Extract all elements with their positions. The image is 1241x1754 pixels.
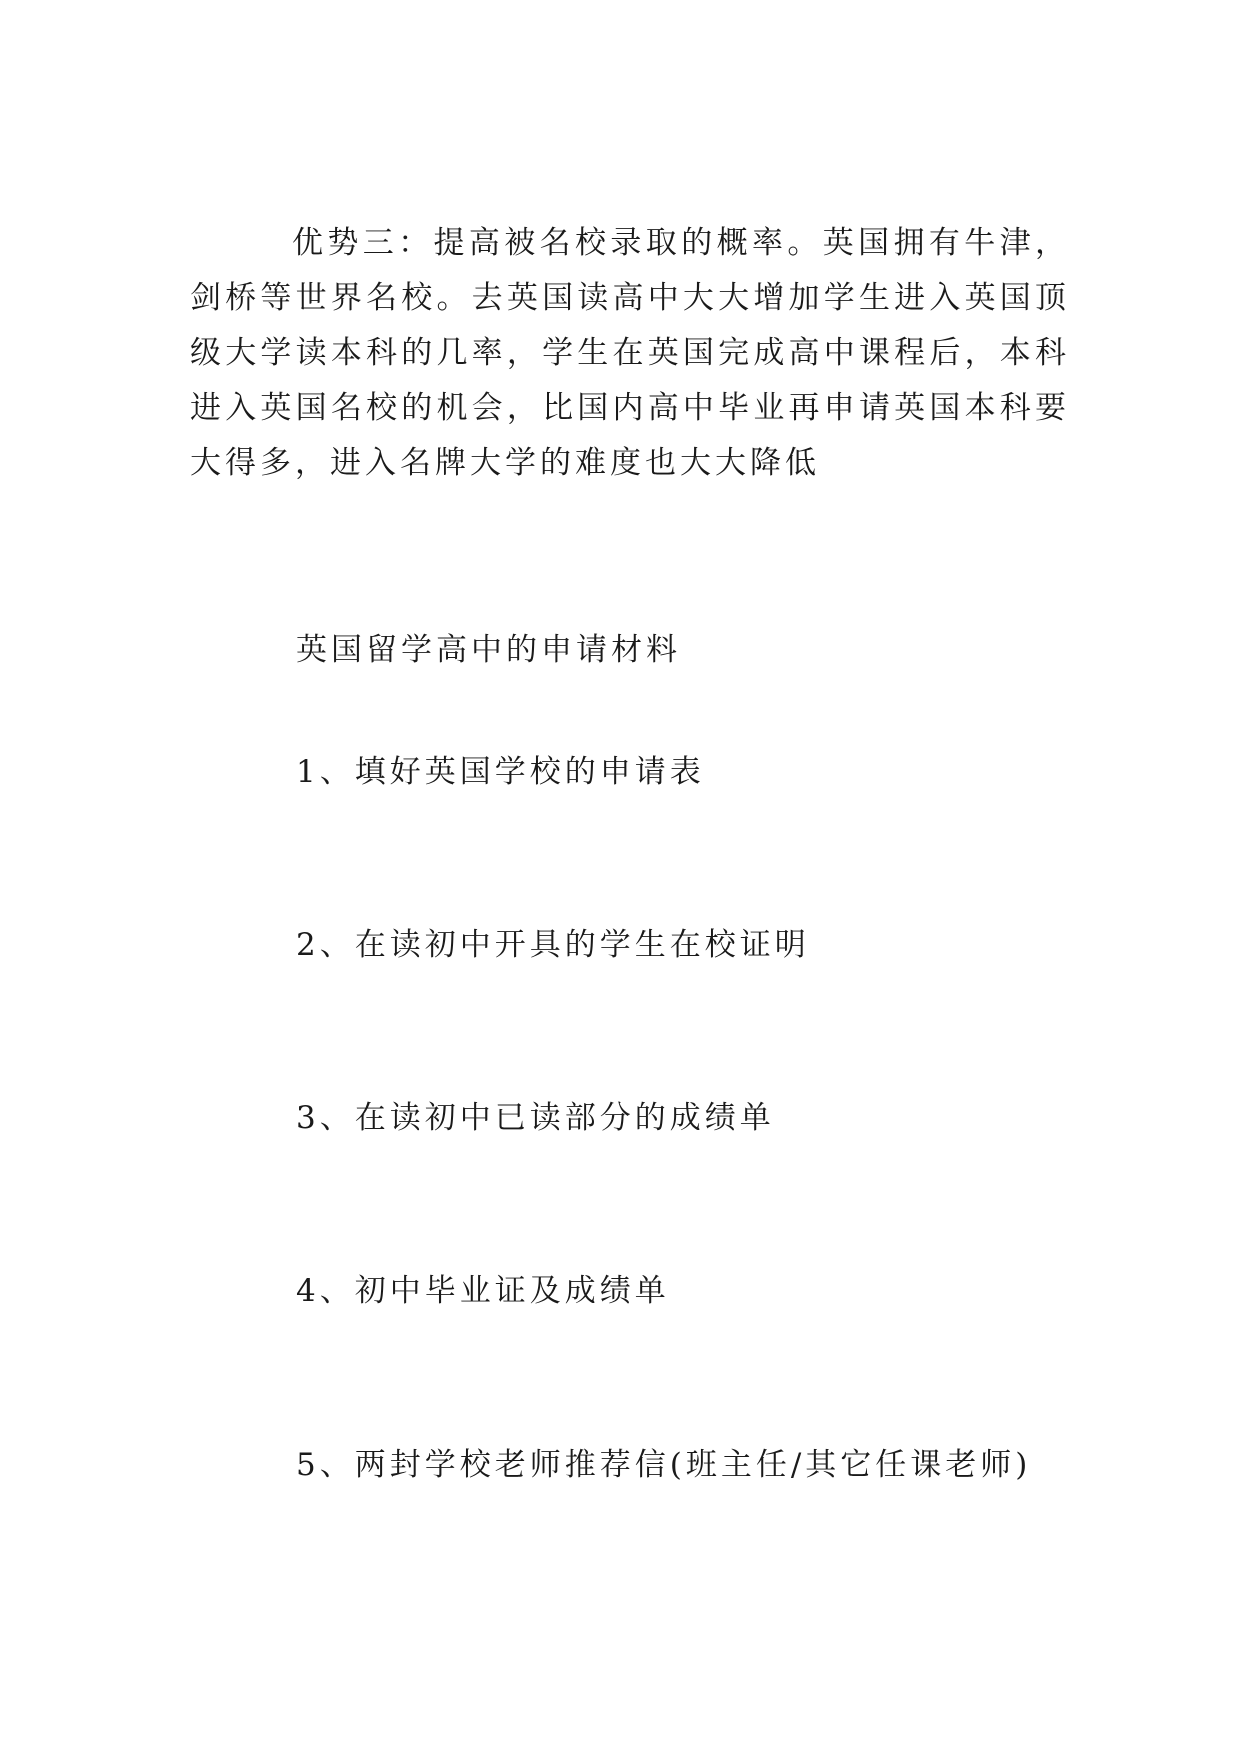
list-item: 3、在读初中已读部分的成绩单	[296, 1100, 775, 1136]
materials-heading: 英国留学高中的申请材料	[296, 632, 681, 668]
list-item: 1、填好英国学校的申请表	[296, 754, 705, 790]
list-item: 2、在读初中开具的学生在校证明	[296, 927, 810, 963]
list-item: 5、两封学校老师推荐信(班主任/其它任课老师)	[296, 1447, 1032, 1483]
advantage-paragraph: 优势三：提高被名校录取的概率。英国拥有牛津，剑桥等世界名校。去英国读高中大大增加学生进入英国顶级大学读本科的几率，学生在英国完成高中课程后，本科进入英国名校的机会，比国内高中毕业再申请英国本科要大得多，进入名牌大学的难度也大大降低	[190, 225, 1070, 481]
list-item: 4、初中毕业证及成绩单	[296, 1273, 670, 1309]
